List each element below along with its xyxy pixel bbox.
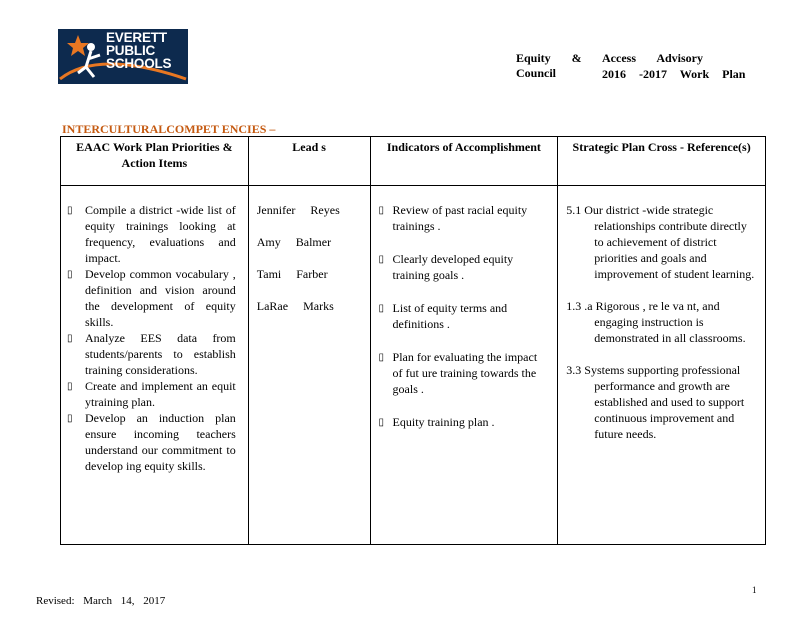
everett-public-schools-logo	[58, 29, 188, 84]
logo-line-2: PUBLIC	[106, 43, 156, 58]
reference-item: 3.3 Systems supporting professional performance and growth are established and used to support continuous improvement and future needs.	[566, 363, 745, 441]
references-cell	[558, 186, 766, 545]
list-item: ▯ List of equity terms and definitions .	[378, 301, 508, 331]
work-plan-title: 2016 -2017 Work Plan	[602, 67, 746, 81]
revised-date: Revised: March 14, 2017	[36, 595, 166, 607]
column-header-leads: Lead s	[248, 137, 370, 186]
list-item: ▯ Develop common vocabulary , definition and vision around the development of equity skills.	[67, 267, 236, 329]
checkbox-bullet-icon: ▯	[378, 303, 385, 314]
leads-cell	[248, 186, 370, 545]
list-item: ▯ Review of past racial equity trainings .	[378, 203, 528, 233]
logo-line-1: EVERETT	[106, 30, 167, 45]
lead-name: LaRae Marks	[256, 299, 334, 313]
column-header-indicators: Indicators of Accomplishment	[370, 137, 558, 186]
section-title: INTERCULTURALCOMPET ENCIES –	[62, 122, 276, 136]
lead-name: Jennifer Reyes	[256, 203, 340, 217]
checkbox-bullet-icon: ▯	[67, 413, 73, 424]
reference-item: 1.3 .a Rigorous , re le va nt, and engaging instruction is demonstrated in all classrooms.	[566, 299, 746, 345]
list-item: ▯ Analyze EES data from students/parents to establish training considerations.	[67, 331, 236, 377]
checkbox-bullet-icon: ▯	[378, 205, 385, 216]
list-item: ▯ Create and implement an equit ytraining plan.	[67, 379, 236, 409]
council-title: Equity & Access Advisory Council	[516, 51, 704, 80]
checkbox-bullet-icon: ▯	[67, 269, 73, 280]
lead-name: Tami Farber	[256, 267, 328, 281]
list-item: ▯ Plan for evaluating the impact of fut ure training towards the goals .	[378, 350, 538, 396]
logo-line-3: SCHOOLS	[106, 56, 172, 71]
lead-name: Amy Balmer	[256, 235, 332, 249]
page-number: 1	[752, 585, 757, 595]
table-row	[61, 186, 766, 545]
checkbox-bullet-icon: ▯	[378, 417, 385, 428]
list-item: ▯ Equity training plan .	[378, 415, 495, 429]
reference-item: 5.1 Our district -wide strategic relationships contribute directly to achievement of district priorities and goals and improvement of student learning.	[566, 203, 755, 281]
work-plan-table	[60, 136, 766, 545]
list-item: ▯ Develop an induction plan ensure incoming teachers understand our commitment to develop ing equity skills.	[67, 411, 236, 473]
priorities-cell	[61, 186, 249, 545]
indicators-cell	[370, 186, 558, 545]
checkbox-bullet-icon: ▯	[67, 333, 73, 344]
checkbox-bullet-icon: ▯	[378, 352, 385, 363]
column-header-priorities: EAAC Work Plan Priorities & Action Items	[61, 137, 249, 186]
checkbox-bullet-icon: ▯	[378, 254, 385, 265]
list-item: ▯ Clearly developed equity training goals .	[378, 252, 514, 282]
checkbox-bullet-icon: ▯	[67, 205, 73, 216]
checkbox-bullet-icon: ▯	[67, 381, 73, 392]
list-item: ▯ Compile a district -wide list of equity trainings looking at frequency, evaluations and impact.	[67, 203, 236, 265]
table-header-row	[61, 137, 766, 186]
column-header-references: Strategic Plan Cross - Reference(s)	[558, 137, 766, 186]
